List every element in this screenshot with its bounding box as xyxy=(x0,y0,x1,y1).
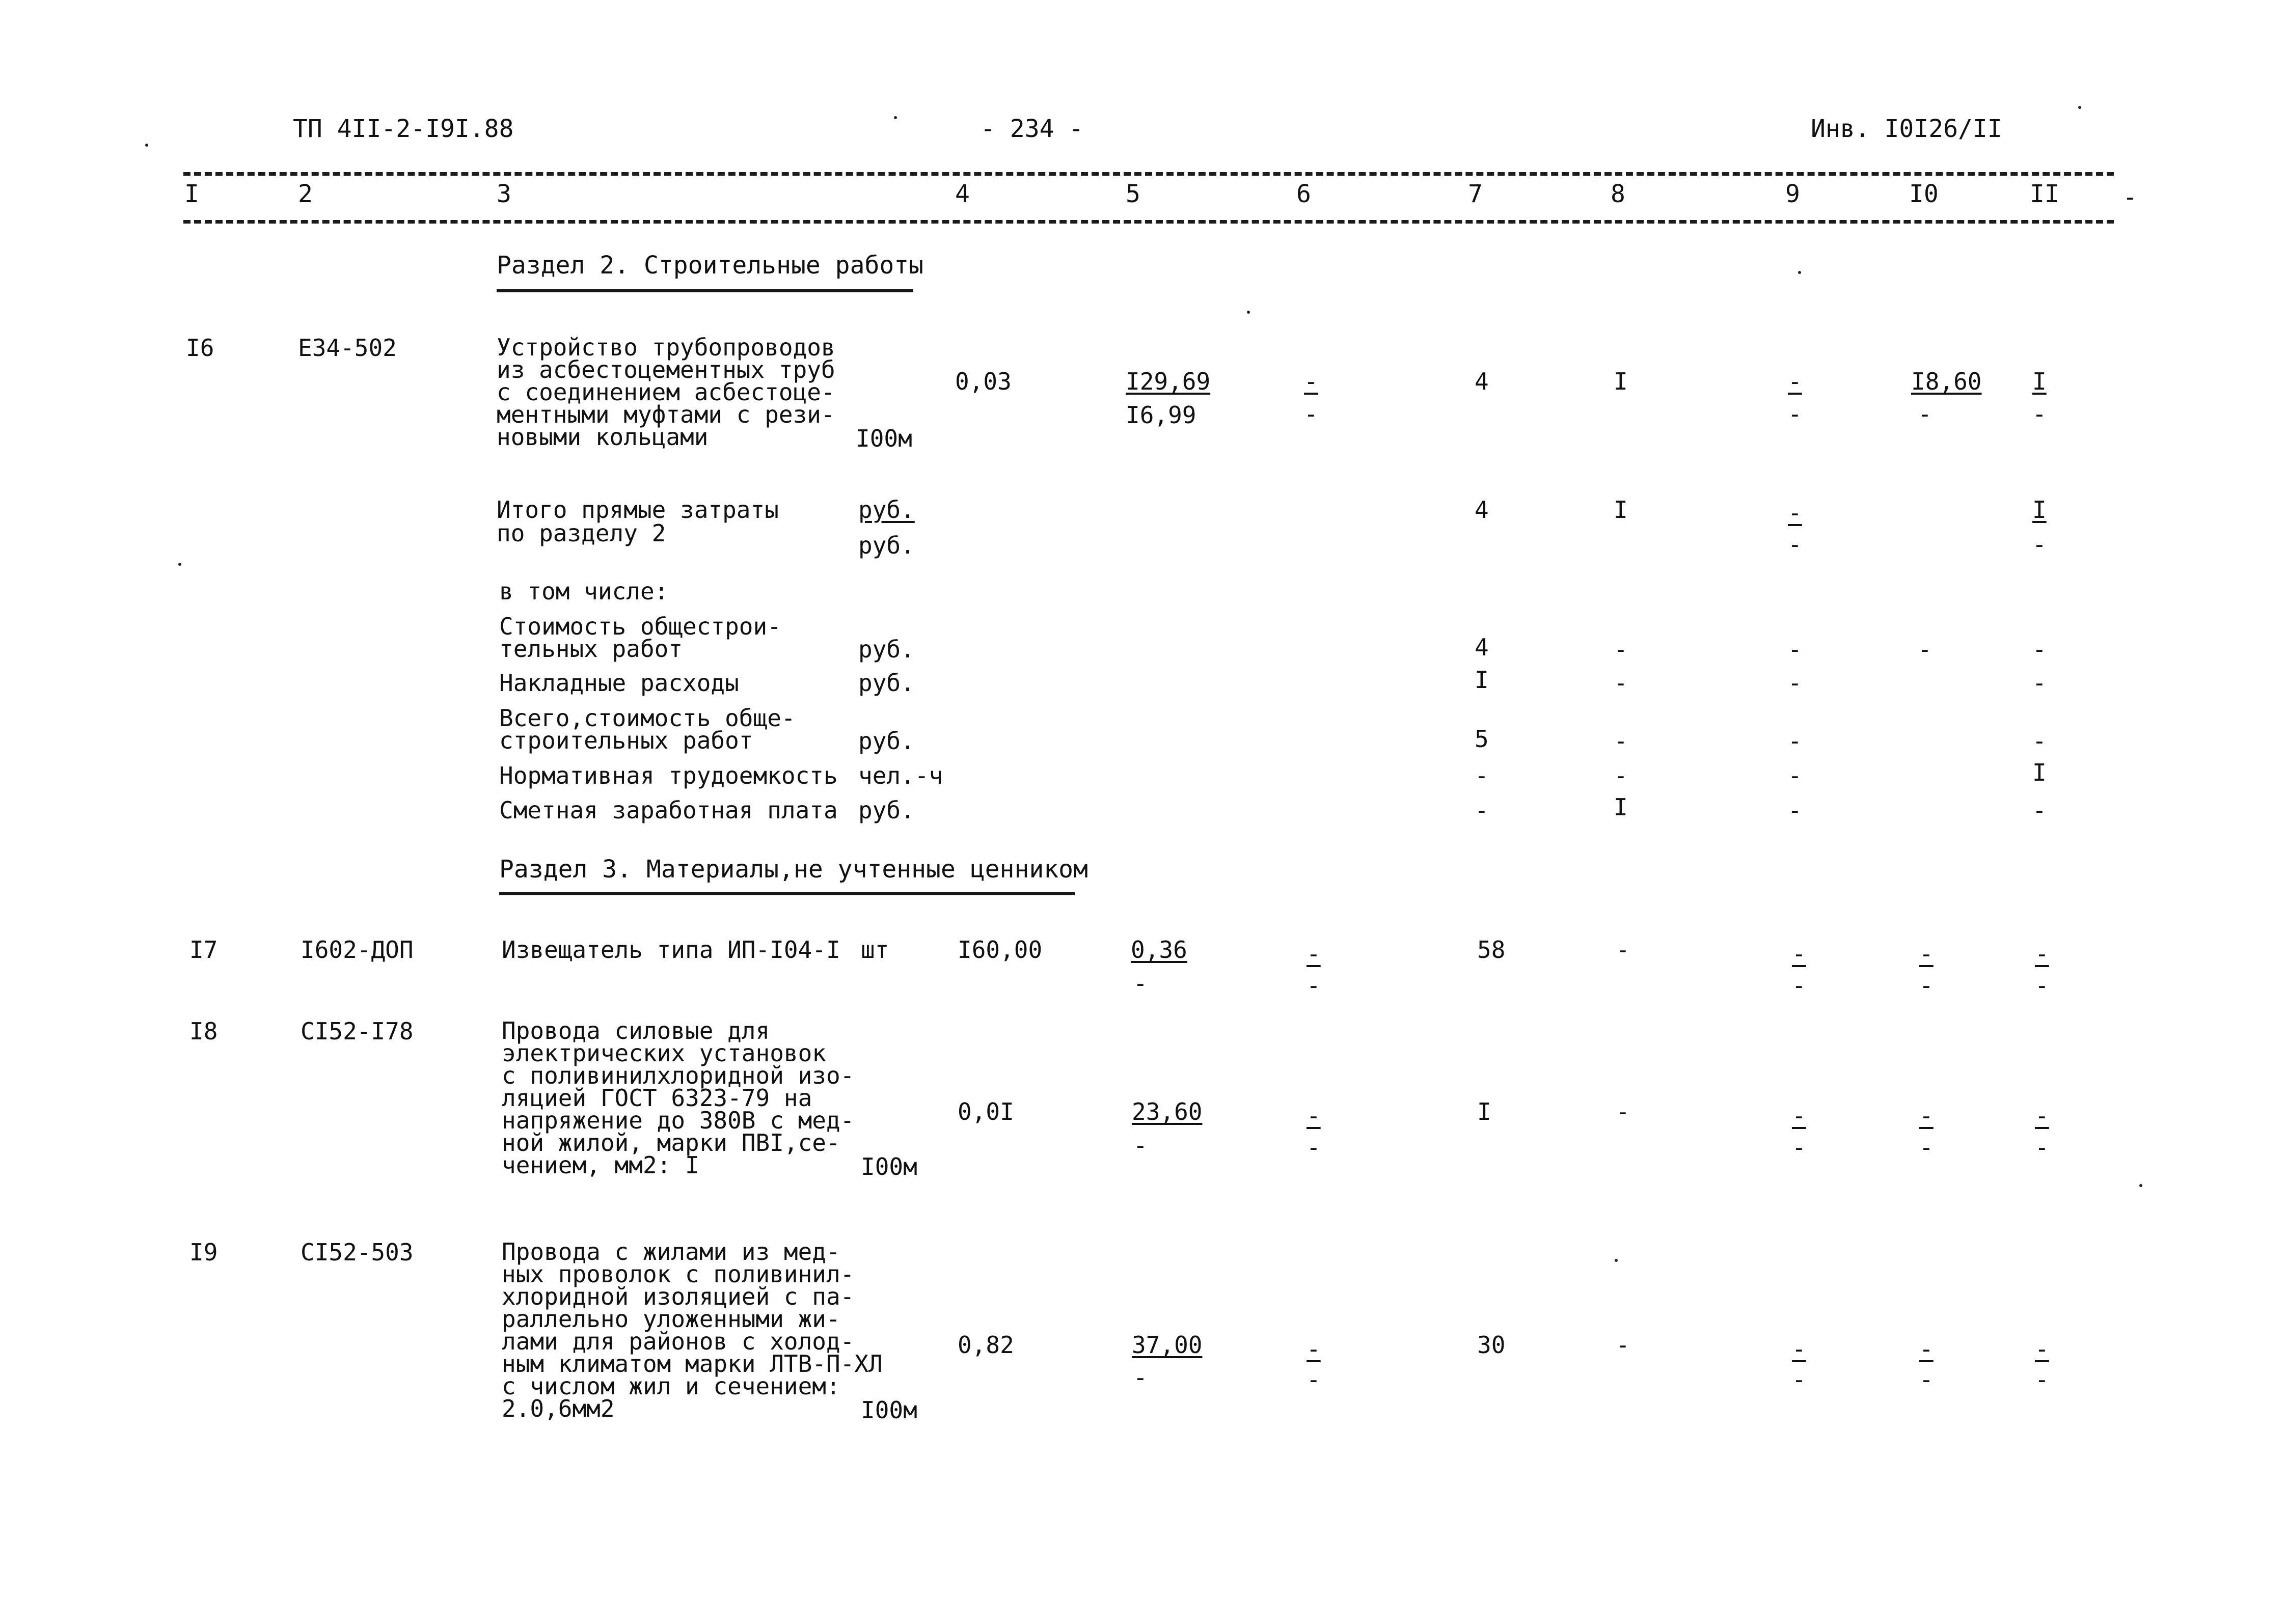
total-col7: 4 xyxy=(1475,496,1489,524)
sub-col8: - xyxy=(1614,727,1628,755)
col7-value: I xyxy=(1477,1098,1491,1125)
sub-description: Нормативная трудоемкость xyxy=(499,762,838,789)
total-col8: I xyxy=(1614,496,1628,524)
col9-bottom: - xyxy=(1792,1134,1806,1161)
col10-top: - xyxy=(1919,940,1934,968)
sub-col11: - xyxy=(2032,669,2047,697)
section-3-title: Раздел 3. Материалы,не учтенные ценником xyxy=(499,855,1088,884)
col-header-4: 4 xyxy=(955,180,970,208)
price-code: I602-ДОП xyxy=(301,936,414,964)
work-description: Устройство трубопроводов из асбестоцементных труб с соединением асбестоце- ментными муфтами с рези- новыми кольцами xyxy=(497,334,835,451)
col8-value: - xyxy=(1616,1331,1630,1359)
price-code: Е34-502 xyxy=(298,334,397,362)
price-code: СI52-503 xyxy=(301,1238,414,1266)
col10-bottom: - xyxy=(1919,1134,1934,1161)
row-number: I9 xyxy=(189,1238,218,1266)
col9-top: - xyxy=(1792,1335,1806,1363)
sub-description: Стоимость общестрои- тельных работ xyxy=(499,613,781,663)
sub-description: Всего,стоимость обще- строительных работ xyxy=(499,704,796,754)
unit-cost-wage: - xyxy=(1133,1132,1148,1159)
quantity: I60,00 xyxy=(958,936,1043,964)
sub-unit: руб. xyxy=(858,796,915,824)
work-description: Провода силовые для электрических установок с поливинилхлоридной изо- ляцией ГОСТ 6323-79 на напряжение до 380В с мед- ной жилой, марки ПВI,се- чением, мм2: I xyxy=(502,1017,855,1179)
sub-unit: руб. xyxy=(858,727,915,755)
header-bottom-rule xyxy=(183,220,2114,224)
col10-bottom: - xyxy=(1918,400,1932,428)
col-header-10: I0 xyxy=(1909,180,1939,208)
col11-top: I xyxy=(2032,368,2047,395)
col-header-1: I xyxy=(184,180,199,208)
row-number: I8 xyxy=(189,1017,218,1045)
rule-tail-mark: - xyxy=(2123,183,2137,211)
quantity: 0,03 xyxy=(955,368,1012,395)
col6-bottom: - xyxy=(1304,400,1318,428)
sub-col8: - xyxy=(1614,762,1628,789)
unit: шт xyxy=(861,936,889,964)
scan-speck xyxy=(145,144,148,147)
sub-col11: - xyxy=(2032,796,2047,824)
col-header-3: 3 xyxy=(497,180,511,208)
col9-bottom: - xyxy=(1788,400,1802,428)
sub-col9: - xyxy=(1788,727,1802,755)
sub-description: Сметная заработная плата xyxy=(499,796,838,824)
scan-speck xyxy=(1247,311,1250,314)
col6-bottom: - xyxy=(1307,1134,1321,1161)
col-header-7: 7 xyxy=(1468,180,1483,208)
sub-col8: - xyxy=(1614,669,1628,697)
col-header-2: 2 xyxy=(298,180,313,208)
col-header-6: 6 xyxy=(1296,180,1311,208)
including-label: в том числе: xyxy=(499,577,669,605)
row-number: I6 xyxy=(186,334,214,362)
unit-cost-total: 0,36 xyxy=(1131,936,1187,964)
sub-unit: руб. xyxy=(858,669,915,697)
col7-value: 58 xyxy=(1477,936,1506,964)
sub-col7: - xyxy=(1475,762,1489,789)
row-number: I7 xyxy=(189,936,218,964)
sub-col8: - xyxy=(1614,636,1628,663)
col6-top: - xyxy=(1307,940,1321,968)
sub-col7: I xyxy=(1475,666,1489,694)
col8-value: I xyxy=(1614,368,1628,395)
col6-top: - xyxy=(1304,368,1318,395)
col10-top: I8,60 xyxy=(1911,368,1982,395)
sub-col9: - xyxy=(1788,762,1802,789)
price-code: СI52-I78 xyxy=(301,1017,414,1045)
document-code: ТП 4II-2-I9I.88 xyxy=(293,115,514,143)
sub-col9: - xyxy=(1788,636,1802,663)
sub-col7: 4 xyxy=(1475,634,1489,661)
col11-bottom: - xyxy=(2032,400,2047,428)
inventory-number: Инв. I0I26/II xyxy=(1811,115,2002,143)
col9-top: - xyxy=(1792,1102,1806,1130)
unit-cost-total: 37,00 xyxy=(1132,1331,1203,1359)
scan-speck xyxy=(894,116,897,119)
col10-bottom: - xyxy=(1919,1366,1934,1393)
sub-col11: I xyxy=(2032,759,2047,786)
col11-top: - xyxy=(2035,940,2049,968)
section-2-underline xyxy=(497,289,913,292)
unit-cost-wage: - xyxy=(1133,1364,1148,1391)
col7-value: 4 xyxy=(1475,368,1489,395)
sub-unit: чел.-ч xyxy=(858,762,943,789)
sub-col11: - xyxy=(2032,636,2047,663)
col8-value: - xyxy=(1616,936,1630,964)
col10-bottom: - xyxy=(1919,972,1934,999)
quantity: 0,82 xyxy=(958,1331,1014,1359)
unit-cost-total: 23,60 xyxy=(1132,1098,1203,1125)
col9-top: - xyxy=(1788,368,1802,395)
work-description: Провода с жилами из мед- ных проволок с поливинил- хлоридной изоляцией с па- раллельно уложенными жи- лами для районов с холод- ным климатом марки ЛТВ-П-ХЛ с числом жил и сечением: 2.0,6мм2 xyxy=(502,1238,883,1422)
total-col11-bottom: - xyxy=(2032,531,2047,558)
unit: I00м xyxy=(856,425,912,452)
total-col11-top: I xyxy=(2032,496,2047,524)
col-header-11: II xyxy=(2030,180,2059,208)
sub-col9: - xyxy=(1788,669,1802,697)
col11-bottom: - xyxy=(2035,972,2049,999)
total-col9-top: - xyxy=(1788,499,1802,527)
sub-col9: - xyxy=(1788,796,1802,824)
sub-col7: - xyxy=(1475,796,1489,824)
col6-top: - xyxy=(1307,1102,1321,1130)
col-header-9: 9 xyxy=(1785,180,1800,208)
quantity: 0,0I xyxy=(958,1098,1014,1125)
unit-cost-wage: - xyxy=(1133,970,1148,997)
sub-col7: 5 xyxy=(1475,725,1489,753)
total-col9-bottom: - xyxy=(1788,531,1802,558)
sub-col11: - xyxy=(2032,727,2047,755)
col10-top: - xyxy=(1919,1335,1934,1363)
scan-speck xyxy=(1798,271,1801,274)
col-header-5: 5 xyxy=(1126,180,1140,208)
sub-description: Накладные расходы xyxy=(499,669,739,697)
col11-bottom: - xyxy=(2035,1366,2049,1393)
unit-cost-total: I29,69 xyxy=(1126,368,1211,395)
sub-col8: I xyxy=(1614,793,1628,821)
col6-bottom: - xyxy=(1307,972,1321,999)
col11-bottom: - xyxy=(2035,1134,2049,1161)
sub-col10: - xyxy=(1918,636,1932,663)
unit-cost-wage: I6,99 xyxy=(1126,401,1196,429)
col9-bottom: - xyxy=(1792,972,1806,999)
col11-top: - xyxy=(2035,1102,2049,1130)
col6-bottom: - xyxy=(1307,1366,1321,1393)
sub-unit: руб. xyxy=(858,636,915,663)
scan-speck xyxy=(2139,1184,2142,1187)
scan-speck xyxy=(2078,106,2081,109)
total-unit-bottom: руб. xyxy=(858,532,915,559)
page-number: - 234 - xyxy=(981,115,1084,143)
section-3-underline xyxy=(499,892,1075,895)
col8-value: - xyxy=(1616,1098,1630,1125)
total-unit-top: руб. xyxy=(858,496,915,524)
scan-speck xyxy=(1615,1259,1618,1262)
section-2-title: Раздел 2. Строительные работы xyxy=(497,251,924,280)
unit: I00м xyxy=(861,1396,917,1424)
col9-bottom: - xyxy=(1792,1366,1806,1393)
header-top-rule xyxy=(183,172,2114,176)
col10-top: - xyxy=(1919,1102,1934,1130)
unit: I00м xyxy=(861,1153,917,1180)
col7-value: 30 xyxy=(1477,1331,1506,1359)
work-description: Извещатель типа ИП-I04-I xyxy=(502,936,840,964)
scan-speck xyxy=(178,563,181,566)
col-header-8: 8 xyxy=(1611,180,1625,208)
col11-top: - xyxy=(2035,1335,2049,1363)
total-description: Итого прямые затраты по разделу 2 xyxy=(497,496,779,547)
col6-top: - xyxy=(1307,1335,1321,1363)
col9-top: - xyxy=(1792,940,1806,968)
